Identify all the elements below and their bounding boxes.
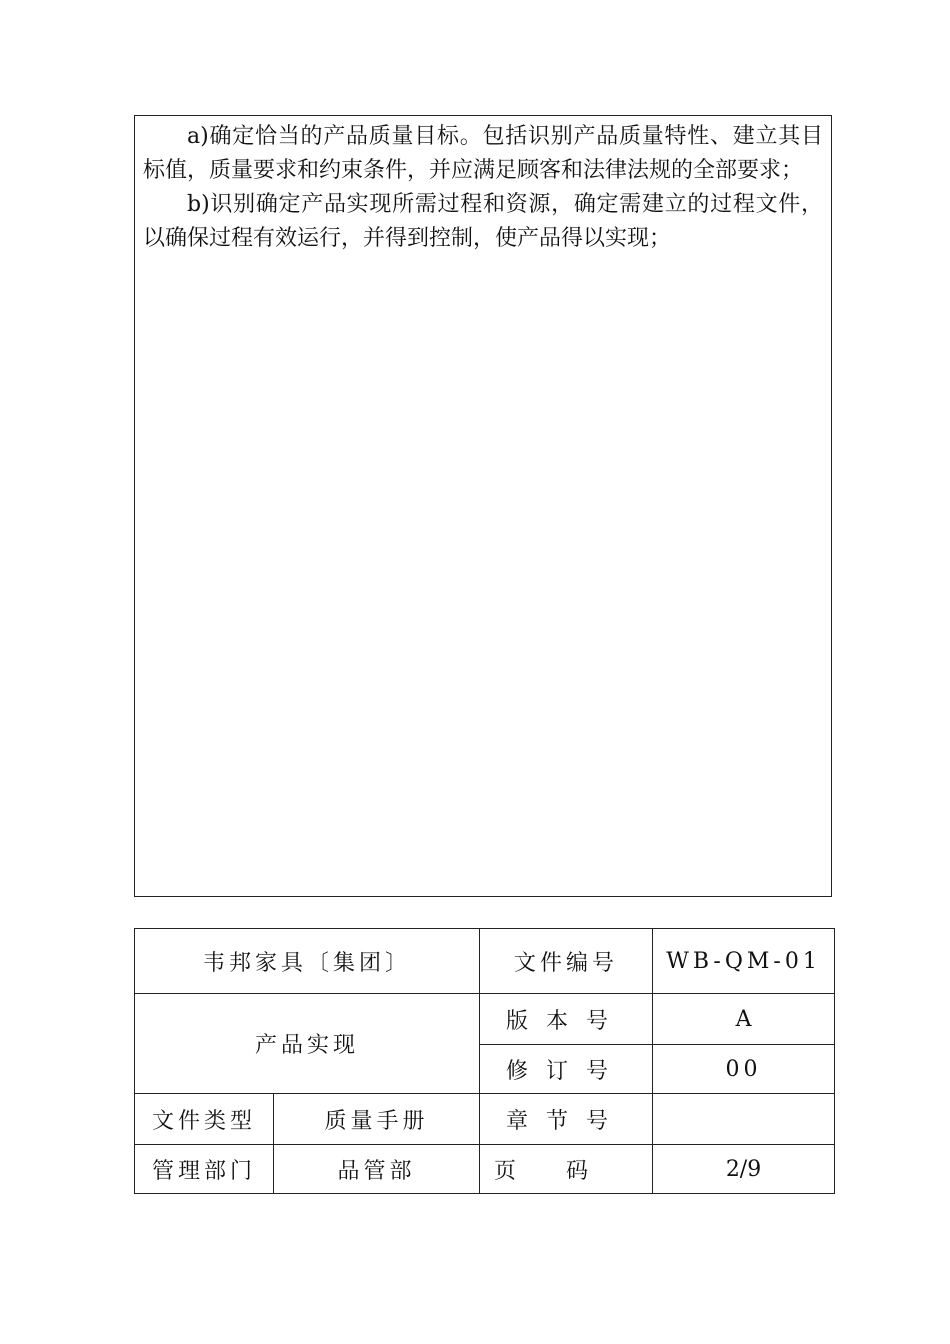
doc-type-value: 质量手册 <box>274 1094 480 1145</box>
paragraph-a: a)确定恰当的产品质量目标。包括识别产品质量特性、建立其目标值，质量要求和约束条件，并应满足顾客和法律法规的全部要求； <box>143 124 823 183</box>
info-row-dept <box>135 1145 835 1194</box>
page-value: 2/9 <box>653 1145 835 1194</box>
dept-label: 管理部门 <box>135 1145 274 1194</box>
version-value: A <box>653 994 835 1045</box>
doc-no-label: 文件编号 <box>480 929 653 994</box>
section-title: 产品实现 <box>135 994 480 1094</box>
company-name: 韦邦家具〔集团〕 <box>135 929 480 994</box>
info-row-version <box>135 994 835 1045</box>
info-row-company <box>135 929 835 994</box>
version-label: 版本号 <box>480 994 653 1045</box>
page-label: 页码 <box>480 1145 653 1194</box>
dept-value: 品管部 <box>274 1145 480 1194</box>
doc-type-label: 文件类型 <box>135 1094 274 1145</box>
revision-label: 修订号 <box>480 1045 653 1094</box>
info-row-doc-type <box>135 1094 835 1145</box>
chapter-label: 章节号 <box>480 1094 653 1145</box>
doc-no-value: WB-QM-01 <box>653 929 835 994</box>
paragraph-b: b)识别确定产品实现所需过程和资源，确定需建立的过程文件，以确保过程有效运行，并得到控制，使产品得以实现； <box>143 192 823 251</box>
revision-value: 00 <box>653 1045 835 1094</box>
content-box <box>134 115 832 897</box>
document-info-table <box>134 928 835 1194</box>
chapter-value <box>653 1094 835 1145</box>
